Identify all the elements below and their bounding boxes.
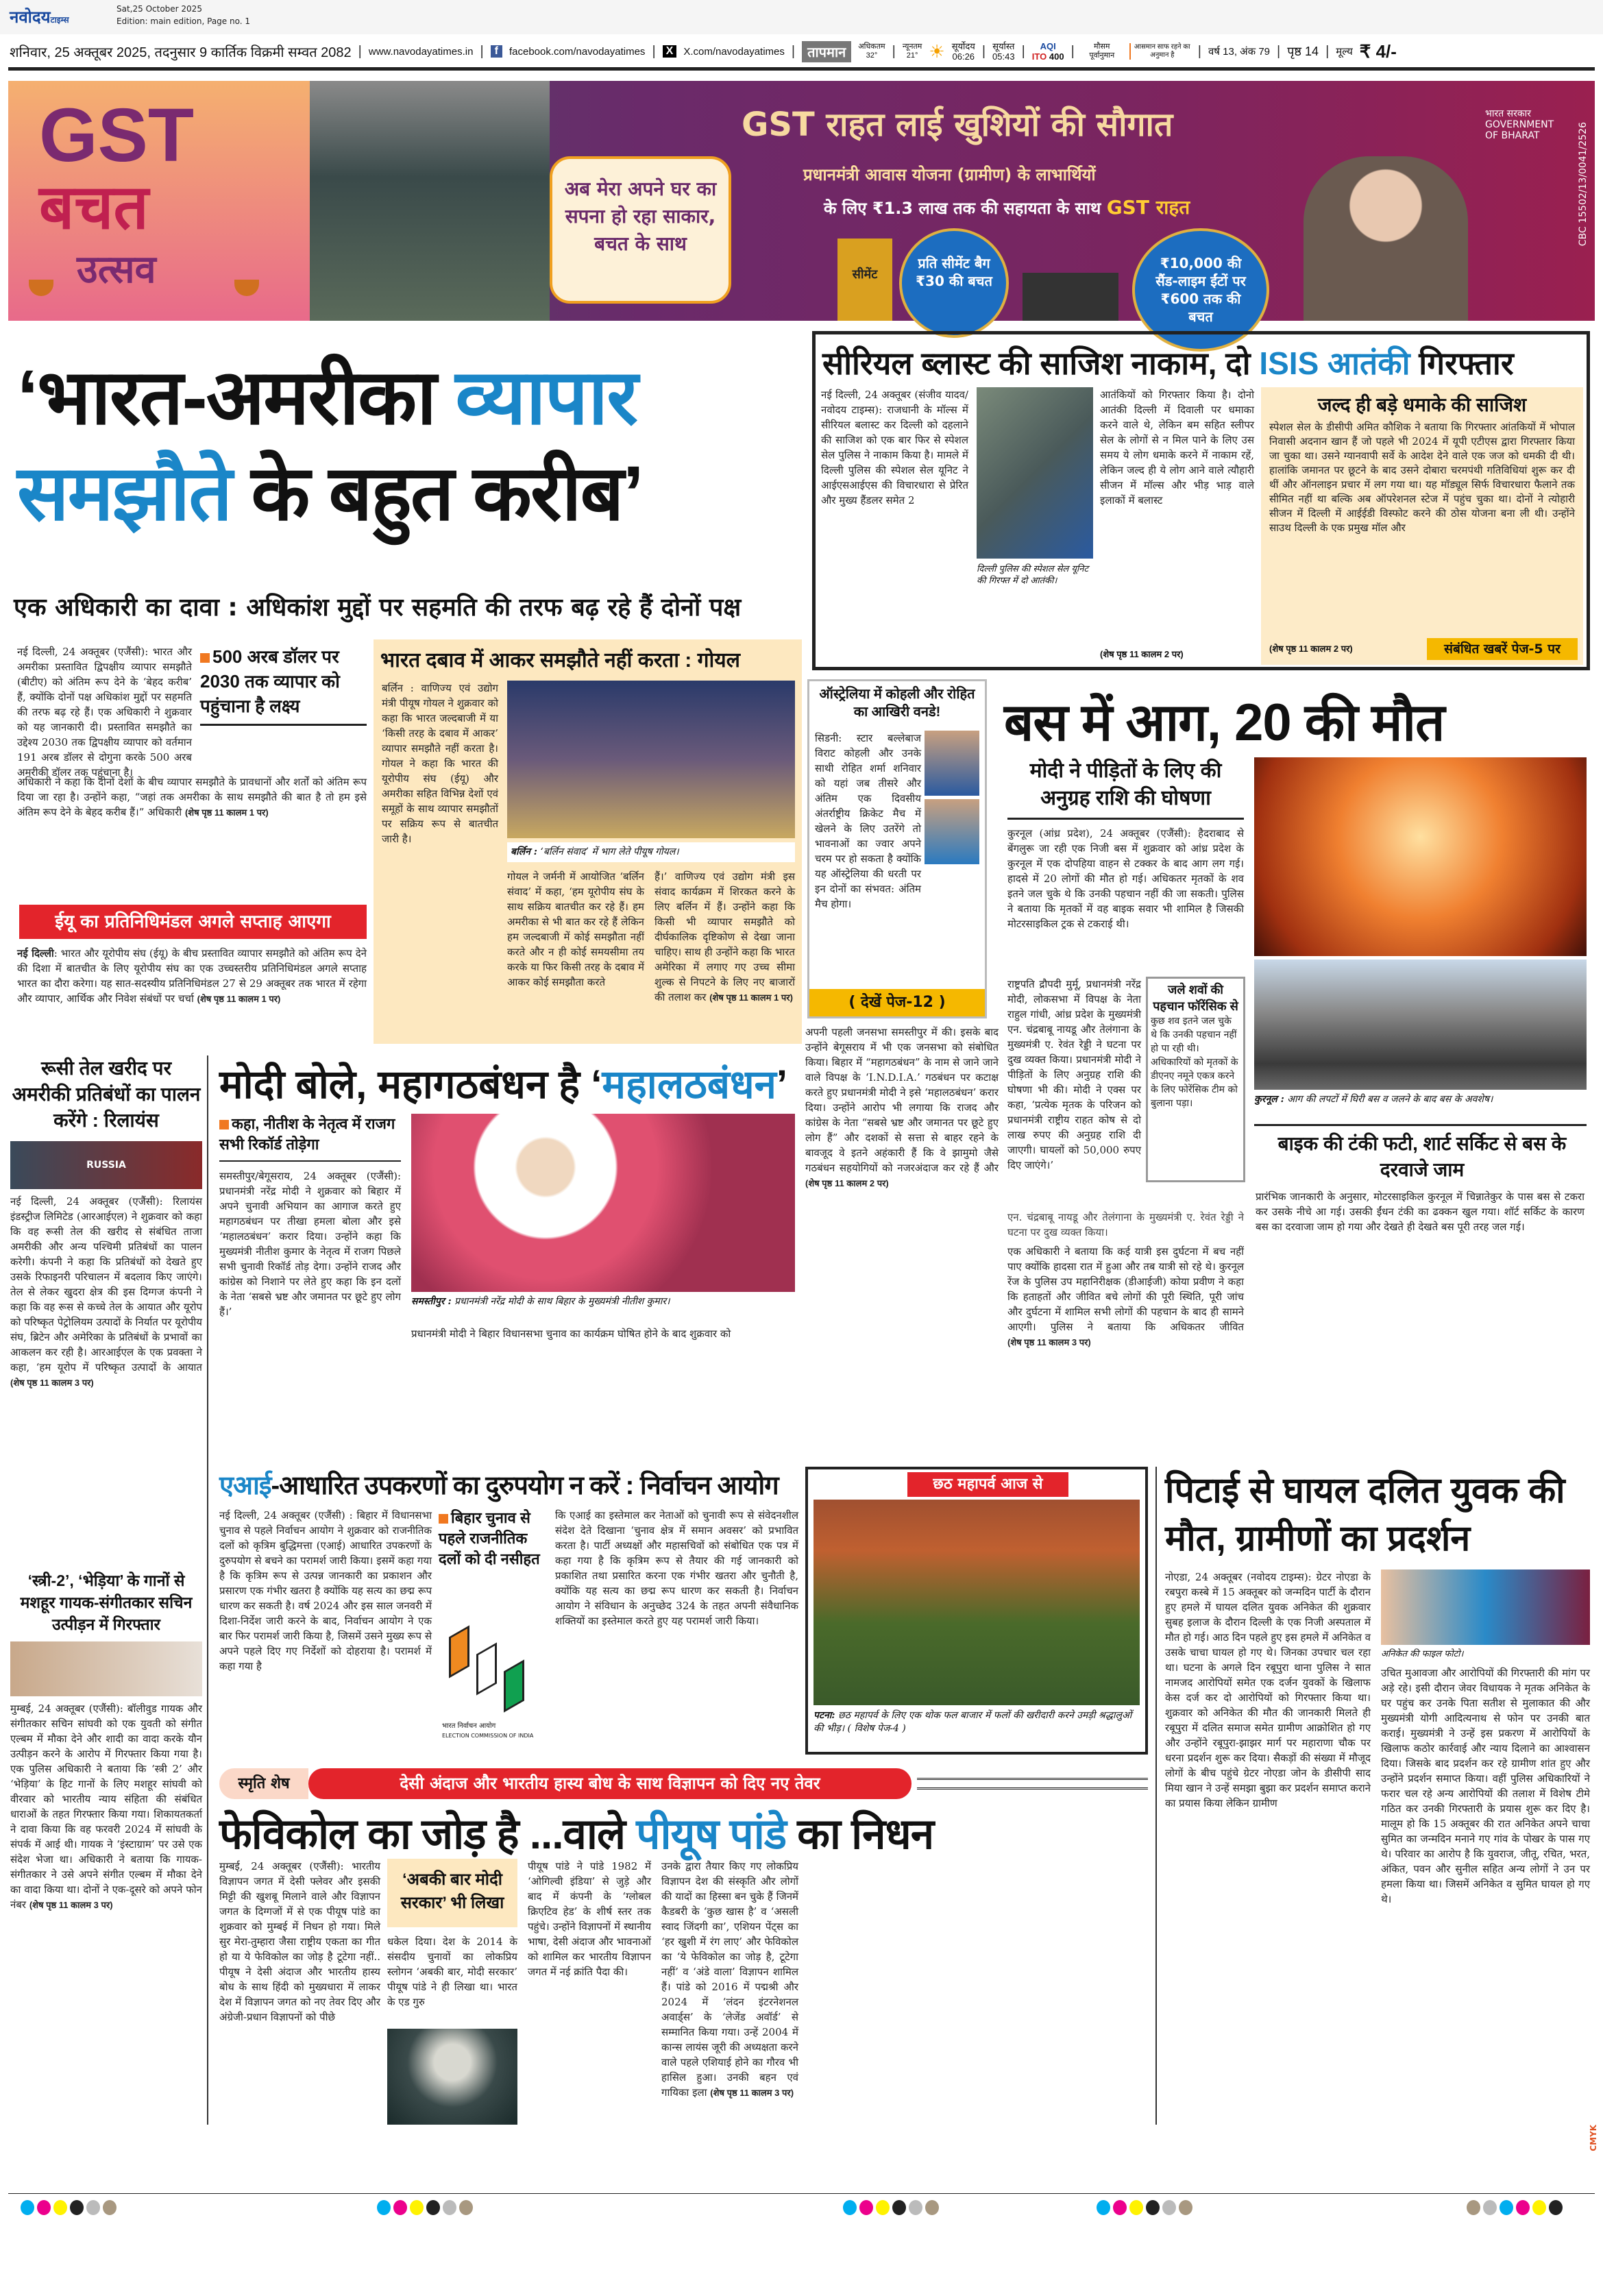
gov-emblem: भारत सरकार GOVERNMENT OF BHARAT bbox=[1485, 108, 1554, 141]
sunrise-value: 06:26 bbox=[952, 51, 975, 62]
ad-line-2-em: GST राहत bbox=[1106, 196, 1190, 219]
color-registration-marks bbox=[843, 2200, 939, 2215]
lead-headline-highlight: समझौते bbox=[17, 450, 232, 536]
isis-headline-highlight: ISIS आतंकी bbox=[1259, 345, 1410, 381]
bus-caption bbox=[1254, 1093, 1587, 1106]
grey-dot bbox=[1483, 2200, 1497, 2215]
continued-link[interactable]: (शेष पृष्ठ 11 कालम 1 पर) bbox=[184, 807, 269, 818]
color-registration-marks bbox=[1097, 2200, 1192, 2215]
ad-line-1: प्रधानमंत्री आवास योजना (ग्रामीण) के लाभार्थियों bbox=[803, 165, 1096, 184]
ad-title: GST राहत लाई खुशियों की सौगात bbox=[742, 106, 1173, 144]
aniket-caption: अनिकेत की फाइल फोटो। bbox=[1381, 1649, 1464, 1659]
cyan-dot bbox=[377, 2200, 391, 2215]
sun-icon: ☀ bbox=[929, 40, 945, 62]
modi-headline-part: मोदी बोले, महागठबंधन है ‘ bbox=[219, 1062, 602, 1107]
aniket-photo bbox=[1381, 1570, 1590, 1645]
russia-barrel-image: RUSSIA bbox=[10, 1141, 202, 1189]
pandey-kicker: स्मृति शेष bbox=[219, 1768, 308, 1799]
pandey-pullquote: ‘अबकी बार मोदी सरकार’ भी लिखा bbox=[387, 1859, 517, 1927]
caption-location: बर्लिन : bbox=[511, 846, 537, 857]
tan-dot bbox=[103, 2200, 117, 2215]
min-temp-label: न्यूनतम bbox=[902, 42, 922, 51]
masthead-logo bbox=[10, 5, 69, 28]
pandey-body-3: पीयूष पांडे ने पांडे 1982 में ‘ओगिल्वी इंडिया’ से जुड़े और बाद में कंपनी के ‘ग्लोबल क्रिएटिव हेड’ के शीर्ष स्तर तक पहुंचे। उन्होंने विज्ञापनों में स्थानीय भाषा, देसी अंदाज और भावनाओं को शामिल कर भारतीय विज्ञापन जगत में नई क्रांति पैदा की। bbox=[528, 1860, 651, 1978]
isis-sidebar-headline: जल्द ही बड़े धमाके की साजिश bbox=[1317, 394, 1527, 415]
kohli-photo bbox=[925, 731, 979, 796]
bus-body-2a: राष्ट्रपति द्रौपदी मुर्मू, प्रधानमंत्री नरेंद्र मोदी, लोकसभा में विपक्ष के नेता राहुल गांधी, आंध्र प्रदेश के मुख्यमंत्री एन. चंद्रबाबू नायडू और तेलंगाना के मुख्यमंत्री ए. रेवंत रेड्डी ने घटना पर दुख व्यक्त किया। प्रधानमंत्री मोदी ने पीड़ितों के लिए अनुग्रह राशि की घोषणा भी की। मोदी ने एक्स पर कहा, ‘प्रत्येक मृतक के परिजन को प्रधानमंत्री राष्ट्रीय राहत कोष से दो लाख रुपए की अनुग्रह राशि दी जाएगी। घायलों को 50,000 रुपए दिए जाएंगे।’ bbox=[1007, 978, 1141, 1171]
modi-caption bbox=[411, 1295, 795, 1308]
logo-text: नवोदय bbox=[10, 8, 51, 27]
magenta-dot bbox=[1516, 2200, 1530, 2215]
cement-bag: सीमेंट bbox=[837, 239, 892, 321]
edition-bar bbox=[0, 0, 1603, 34]
sunrise bbox=[952, 41, 975, 62]
dalit-headline[interactable]: पिटाई से घायल दलित युवक की मौत, ग्रामीणों का प्रदर्शन bbox=[1165, 1471, 1565, 1559]
isis-col-1: नई दिल्ली, 24 अक्तूबर (संजीव यादव/नवोदय टाइम्स): राजधानी के मॉल्स में सीरियल बलास्ट कर दिल्ली को दहलाने की साजिश को एक बार फिर से स्पेशल सेल पुलिस ने नाकाम किया है। मामले में दिल्ली पुलिस की स्पेशल सेल यूनिट ने आईएसआईएस की विचारधारा से प्रेरित और मुख्य हैंडलर समेत 2 bbox=[821, 389, 968, 506]
bullet-square-icon bbox=[200, 653, 210, 663]
lead-headline[interactable] bbox=[17, 350, 792, 541]
grey-dot bbox=[86, 2200, 100, 2215]
footer-rule bbox=[8, 2193, 1595, 2194]
bus-body-1: कुरनूल (आंध्र प्रदेश), 24 अक्तूबर (एजैंसी): हैदराबाद से बेंगलुरू जा रही एक निजी बस में शुक्रवार को आंध्र प्रदेश के कुरनूल में एक दोपहिया वाहन से टक्कर के बाद आग लग गई। हादसे में 20 लोगों की मौत हो गई। अधिकतर मृतकों के शव इतने जल चुके थे कि उनकी पहचान नहीं की जा सकती। पुलिस ने बताया कि मृतकों में वह बाइक सवार भी शामिल है जिसकी मोटरसाइकिल ट्रक से टकराई थी। bbox=[1007, 827, 1244, 930]
color-registration-marks bbox=[1467, 2200, 1563, 2215]
isis-headline[interactable] bbox=[822, 341, 1583, 384]
forensic-headline: जले शवों की पहचान फॉरेंसिक से bbox=[1153, 983, 1238, 1013]
ai-headline-part: -आधारित उपकरणों का दुरुपयोग न करें : निर्वाचन आयोग bbox=[271, 1471, 779, 1500]
eci-logo-stripe bbox=[449, 1625, 469, 1678]
edition-meta bbox=[117, 3, 250, 27]
max-temp bbox=[858, 42, 885, 60]
ai-pullquote-text: बिहार चुनाव से पहले राजनीतिक दलों को दी नसीहत bbox=[439, 1509, 540, 1567]
pandey-headline-part: फेविकोल का जोड़ है ...वाले bbox=[219, 1811, 637, 1858]
aqi-location: ITO bbox=[1031, 51, 1047, 62]
grey-dot bbox=[1162, 2200, 1176, 2215]
modi-body-3 bbox=[805, 1025, 999, 1191]
lead-pullquote bbox=[200, 644, 367, 726]
bus-headline[interactable]: बस में आग, 20 की मौत bbox=[1004, 694, 1445, 752]
grey-dot bbox=[909, 2200, 922, 2215]
pandey-headline[interactable] bbox=[219, 1804, 933, 1861]
modi-body-3-text: अपनी पहली जनसभा समस्तीपुर में की। इसके बाद उन्होंने बेगूसराय में भी एक जनसभा को संबोधित किया। बिहार में “महागठबंधन” के नाम से जाने जाने वाले विपक्ष के ‘I.N.D.I.A.’ गठबंधन पर कटाक्ष करते हुए प्रधानमंत्री मोदी ने इसे ‘महालठबंधन’ करार दिया। उन्होंने आरोप भी लगाया कि राजद और कांग्रेस के नेता “सबसे भ्रष्ट और जमानत पर छूटे हुए लोग हैं” और दशकों से सत्ता से बाहर रहने के बावजूद वे इतने अहंकारी हैं कि वे झामुमो जैसे गठबंधन सहयोगियों को नजरअंदाज कर रहे हैं और bbox=[805, 1026, 999, 1174]
aqi-label: AQI bbox=[1040, 41, 1056, 51]
pandey-headline-part: का निधन bbox=[786, 1811, 934, 1858]
pandey-headline-highlight: पीयूष पांडे bbox=[636, 1811, 786, 1858]
magenta-dot bbox=[393, 2200, 407, 2215]
continued-link[interactable]: (शेष पृष्ठ 11 कालम 2 पर) bbox=[1269, 644, 1353, 654]
volume-issue: वर्ष 13, अंक 79 bbox=[1208, 46, 1270, 58]
yellow-dot bbox=[876, 2200, 890, 2215]
cricket-headline[interactable]: ऑस्ट्रेलिया में कोहली और रोहित का आखिरी वनडे! bbox=[819, 687, 975, 720]
column-rule bbox=[207, 1055, 208, 2125]
yellow-dot bbox=[53, 2200, 67, 2215]
cmyk-mark: CMYK bbox=[1589, 2125, 1598, 2151]
color-registration-marks bbox=[377, 2200, 473, 2215]
eu-dateline: नई दिल्ली bbox=[17, 947, 54, 960]
yellow-dot bbox=[410, 2200, 424, 2215]
sunrise-label: सूर्योदय bbox=[951, 41, 975, 51]
black-dot bbox=[1549, 2200, 1563, 2215]
eu-body bbox=[17, 946, 367, 1007]
sunset bbox=[992, 41, 1015, 62]
goyal-photo bbox=[507, 681, 795, 838]
modi-headline-highlight: महालठबंधन bbox=[602, 1062, 776, 1107]
sunset-value: 05:43 bbox=[992, 51, 1015, 62]
ad-offer-cement: प्रति सीमेंट बैग ₹30 की बचत bbox=[899, 228, 1009, 338]
ai-body-2: कि एआई का इस्तेमाल कर नेताओं को चुनावी रूप से संवेदनशील संदेश देते दिखाना ‘चुनाव क्षेत्र में समान अवसर’ को प्रभावित करता है। पार्टी अध्यक्षों और महासचिवों को संबोधित एक पत्र में कहा गया है कि कृत्रिम रूप से तैयार की गई जानकारी को प्रकाशित तथा प्रसारित करना एक गंभीर खतरा और चुनौती है, क्योंकि यह सत्य का छद्म रूप धारण कर सकती है। निर्वाचन आयोग ने संविधान के अनुच्छेद 324 के तहत अपनी संवैधानिक शक्तियों का इस्तेमाल करते हुए यह परामर्श जारी किया। bbox=[555, 1509, 798, 1627]
eu-headline[interactable]: ईयू का प्रतिनिधिमंडल अगले सप्ताह आएगा bbox=[19, 905, 367, 939]
tan-dot bbox=[459, 2200, 473, 2215]
continued-link[interactable]: (शेष पृष्ठ 11 कालम 3 पर) bbox=[710, 2088, 794, 2098]
max-temp-label: अधिकतम bbox=[858, 42, 885, 51]
logo-subtext: टाइम्स bbox=[50, 15, 69, 25]
isis-caption: दिल्ली पुलिस की स्पेशल सेल यूनिट की गिरफ्त में दो आतंकी। bbox=[977, 564, 1089, 586]
continued-link[interactable]: (शेष पृष्ठ 11 कालम 3 पर) bbox=[10, 1378, 94, 1388]
lead-pullquote-text: 500 अरब डॉलर पर 2030 तक व्यापार को पहुंचाना है लक्ष्य bbox=[200, 646, 340, 716]
ad-code: CBC 15502/13/0041/2526 bbox=[1578, 122, 1589, 247]
eci-logo-stripe bbox=[476, 1642, 497, 1695]
reliance-body-text: नई दिल्ली, 24 अक्तूबर (एजैंसी): रिलायंस इंडस्ट्रीज लिमिटेड (आरआईएल) ने शुक्रवार को कहा कि वह रूसी तेल की खरीद से संबंधित ताजा अमरीकी और अन्य पश्चिमी प्रतिबंधों का पालन करेगी। कंपनी ने कहा कि प्रतिबंधों को देखते हुए उसके रिफाइनरी परिचालन में बदलाव किए जाएंगे। तेल से लेकर खुदरा क्षेत्र की इस दिग्गज कंपनी ने कहा कि वह रूस से कच्चे तेल के आयात और यूरोप को परिष्कृत पेट्रोलियम उत्पादों के निर्यात पर यूरोपीय संघ, ब्रिटेन और अमेरिका के प्रतिबंधों के प्रभावों का आकलन कर रही है। आरआईएल के एक प्रवक्ता ने कहा, ‘हम यूरोप में परिष्कृत उत्पादों के आयात bbox=[10, 1195, 202, 1373]
goyal-caption bbox=[507, 842, 795, 862]
cricket-body: सिडनी: स्टार बल्लेबाज विराट कोहली और उनके साथी रोहित शर्मा शनिवार को यहां जब तीसरे और अंतिम एक दिवसीय अंतर्राष्ट्रीय क्रिकेट मैच में खेलने के लिए उतरेंगे तो भावनाओं का ज्वार अपने चरम पर हो सकता है क्योंकि यह ऑस्ट्रेलिया की धरती पर इन दोनों का संभवत: अंतिम मैच होगा। bbox=[815, 732, 921, 910]
ad-line-2 bbox=[824, 194, 1190, 220]
caption-text: प्रधानमंत्री नरेंद्र मोदी के साथ बिहार के मुख्यमंत्री नीतीश कुमार। bbox=[454, 1296, 670, 1307]
max-temp-value: 32° bbox=[866, 51, 878, 60]
continued-link[interactable]: (शेष पृष्ठ 11 कालम 2 पर) bbox=[805, 1178, 889, 1188]
eu-body-text: : भारत और यूरोपीय संघ (ईयू) के बीच प्रस्तावित व्यापार समझौते को अंतिम रूप देने की दिशा में बातचीत के लिए यूरोपीय संघ का एक उच्चस्तरीय प्रतिनिधिमंडल अगले सप्ताह भारत का दौरा करेगा। यह सात-सदस्यीय प्रतिनिधिमंडल 27 से 29 अक्तूबर तक भारत में रहेगा और व्यापार, आर्थिक और निवेश संबंधों पर चर्चा bbox=[17, 947, 367, 1005]
price-label: मूल्य bbox=[1336, 46, 1353, 58]
cyan-dot bbox=[843, 2200, 857, 2215]
chhath-photo bbox=[813, 1500, 1140, 1705]
lead-headline-highlight: व्यापार bbox=[455, 354, 637, 440]
eci-logo bbox=[442, 1617, 545, 1748]
caption-location: समस्तीपुर : bbox=[411, 1296, 452, 1307]
goyal-body-3-text: हैं।’ वाणिज्य एवं उद्योग मंत्री इस संवाद कार्यक्रम में शिरकत करने के लिए बर्लिन में हैं। उन्होंने कहा कि किसी भी व्यापार समझौते को दीर्घकालिक दृष्टिकोण से देखा जाना चाहिए। साथ ही उन्होंने कहा कि भारत अमेरिका में लगाए गए उच्च सीमा शुल्क से निपटने के लिए नए बाजारों की तलाश कर bbox=[654, 870, 795, 1003]
ad-line-2-text: के लिए ₹1.3 लाख तक की सहायता के साथ bbox=[824, 199, 1101, 218]
ad-offer-bricks: ₹10,000 की सैंड-लाइम ईंटों पर ₹600 तक की बचत bbox=[1132, 228, 1269, 352]
black-dot bbox=[70, 2200, 84, 2215]
divider bbox=[1254, 1124, 1587, 1126]
chhath-caption bbox=[813, 1709, 1140, 1735]
lead-headline-part: के बहुत करीब’ bbox=[231, 450, 643, 536]
forecast-label: मौसम पूर्वानुमान bbox=[1089, 42, 1115, 60]
x-link[interactable]: X.com/navodayatimes bbox=[683, 45, 785, 58]
continued-link[interactable]: (शेष पृष्ठ 11 कालम 1 पर) bbox=[197, 994, 281, 1004]
pandey-body-1: मुम्बई, 24 अक्तूबर (एजैंसी): भारतीय विज्ञापन जगत में देसी फ्लेवर और इसकी मिट्टी की खुशबू मिलाने वाले और विज्ञापन जगत के दिग्गजों में से एक पीयूष पांडे का शुक्रवार को मुम्बई में निधन हो गया। मिले सुर मेरा-तुम्हारा जैसा राष्ट्रीय एकता का गीत हो या ये फेविकोल का जोड़ है टूटेगा नहीं.. पीयूष ने देसी अंदाज और भारतीय हास्य बोध के साथ हिंदी को मुख्यधारा में लाकर देश में विज्ञापन जगत को नए तेवर दिए और अंग्रेजी-प्रधान विज्ञापनों को पीछे bbox=[219, 1860, 380, 2023]
yellow-dot bbox=[1532, 2200, 1546, 2215]
yellow-dot bbox=[1129, 2200, 1143, 2215]
isis-headline-part: गिरफ्तार bbox=[1410, 345, 1514, 381]
sachin-body-text: मुम्बई, 24 अक्तूबर (एजैंसी): बॉलीवुड गायक और संगीतकार सचिन सांघवी को एक युवती को संगीत एल्बम में मौका देने और शादी का वादा करके यौन उत्पीड़न करने के आरोप में गिरफ्तार किया गया है। एक पुलिस अधिकारी ने बताया कि ‘स्त्री 2’ और ‘भेड़िया’ के हिट गानों के लिए मशहूर सांघवी को वीरवार को भारतीय न्याय संहिता की संबंधित धाराओं के तहत गिरफ्तार किया गया। शिकायतकर्ता ने दावा किया कि वह फरवरी 2024 में सांघवी के संपर्क में आई थी। गायक ने ‘इंस्टाग्राम’ पर उसे एक संदेश भेजा था। अधिकारी ने बताया कि गायक-संगीतकार ने उसे अपने संगीत एल्बम में मौका देने का वादा किया था। दोनों ने एक-दूसरे को अपने फोन नंबर bbox=[10, 1702, 202, 1911]
ad-bachat-text: बचत bbox=[39, 171, 149, 243]
eci-logo-text-hindi: भारत निर्वाचन आयोग bbox=[442, 1722, 496, 1730]
related-news-tag[interactable]: संबंधित खबरें पेज-5 पर bbox=[1427, 638, 1578, 660]
page-count: पृष्ठ 14 bbox=[1287, 45, 1319, 58]
reliance-body bbox=[10, 1194, 202, 1391]
cyan-dot bbox=[21, 2200, 34, 2215]
lead-body-1: नई दिल्ली, 24 अक्तूबर (एजैंसी): भारत और अमरीका प्रस्तावित द्विपक्षीय व्यापार समझौते (बीटीए) को अंतिम रूप देने के ‘बेहद करीब’ हैं, क्योंकि दोनों पक्ष अधिकांश मुद्दों पर सहमति की तरफ बढ़ रहे हैं। एक अधिकारी ने शुक्रवार को यह जानकारी दी। प्रस्तावित समझौते का उद्देश्य 2030 तक द्विपक्षीय व्यापार को वर्तमान 191 अरब डॉलर से दोगुना करके 500 अरब अमरीकी डॉलर तक पहुंचाना है। bbox=[17, 646, 192, 779]
pandey-body-4-text: उनके द्वारा तैयार किए गए लोकप्रिय विज्ञापन देश की संस्कृति और लोगों की यादों का हिस्सा बन चुके हैं जिनमें कैडबरी के ‘कुछ खास है’ व ‘असली स्वाद जिंदगी का’, एशियन पेंट्स का ‘हर खुशी में रंग लाए’ और फेविकोल का ‘ये फेविकोल का जोड़ है, टूटेगा नहीं’ व ‘अंडे वाला’ विज्ञापन शामिल हैं। पांडे को 2016 में पद्मश्री और 2024 में ‘लंदन इंटरनेशनल अवार्ड्स’ के ‘लेजेंड अवॉर्ड’ से सम्मानित किया गया। उन्हें 2004 में कान्स लायंस जूरी की अध्यक्षता करने वाले पहले एशियाई होने का गौरव भी हासिल हुआ। उनकी बहन एवं गायिका इला bbox=[661, 1860, 798, 2099]
caption-location: कुरनूल : bbox=[1254, 1094, 1284, 1105]
tan-dot bbox=[925, 2200, 939, 2215]
edition-date: Sat,25 October 2025 bbox=[117, 4, 202, 14]
gst-advertisement[interactable] bbox=[8, 81, 1595, 325]
isis-sidebar-body: स्पेशल सेल के डीसीपी अमित कौशिक ने बताया कि गिरफ्तार आंतकियों में भोपाल निवासी अदनान खान हैं जो पहले भी 2024 में यूपी एटीएस द्वारा गिरफ्तार किया जा चुका था। उसने ग्यानवापी सर्वे के आदेश देने वाले एक जज को धमकी दी थी। हालांकि जमानत पर छूटने के बाद उसने दोबारा चरमपंथी गतिविधियां शुरू कर दी थीं और ऑनलाइन प्रचार में लग गया था। यह मॉड्यूल सिर्फ विचारधारा फैलाने तक सीमित नहीं था बल्कि अब ऑपरेशनल स्टेज में पहुंच चुका था। दोनों ने त्योहारी सीजन में दिल्ली में आईईडी विस्फोट करने की ठोस योजना बना ली थी। उन्होंने साउथ दिल्ली के एक प्रमुख मॉल और bbox=[1269, 421, 1575, 534]
cyan-dot bbox=[1097, 2200, 1110, 2215]
chhath-tag[interactable]: छठ महापर्व आज से bbox=[907, 1472, 1068, 1497]
modi-body-2: प्रधानमंत्री मोदी ने बिहार विधानसभा चुनाव का कार्यक्रम घोषित होने के बाद शुक्रवार को bbox=[411, 1328, 731, 1340]
brick-image bbox=[1023, 273, 1118, 321]
bus-body-2b: एन. चंद्रबाबू नायडू और तेलंगाना के मुख्यमंत्री ए. रेवंत रेड्डी ने घटना पर दुख व्यक्त किया। bbox=[1007, 1211, 1244, 1238]
ai-pullquote bbox=[439, 1508, 548, 1570]
date-strip: शनिवार, 25 अक्तूबर 2025, तदनुसार 9 कार्तिक विक्रमी सम्वत 2082 | www.navodayatimes.in | f facebook.com/navodayatimes | X X.com/navodayatimes | तापमान अधिकतम 32° | न्यूनतम 21° ☀ सूर्योदय 06:26 | सूर्यास्त 05:43 | AQI ITO 400 | मौसम पूर्वानुमान आसमान साफ रहने का अनुमान है | वर्ष 13, अंक 79 | पृष्ठ 14 | मूल्य ₹ 4/- bbox=[10, 40, 1397, 62]
goyal-body-1: बर्लिन : वाणिज्य एवं उद्योग मंत्री पीयूष गोयल ने शुक्रवार को कहा कि भारत जल्दबाजी में या ‘किसी तरह के दबाव में आकर’ व्यापार समझौते नहीं करता है। गोयल ने कहा कि भारत की यूरोपीय संघ (ईयू) और अमरीका सहित विभिन्न देशों एवं समूहों के साथ व्यापार समझौतों पर सक्रिय रूप से बातचीत जारी है। bbox=[382, 682, 498, 845]
ai-headline[interactable] bbox=[219, 1467, 779, 1502]
divider bbox=[917, 1778, 1148, 1790]
lead-body-2-text: अधिकारी ने कहा कि दोनों देशों के बीच व्यापार समझौते के प्रावधानों और शर्तों को अंतिम रूप दिया जा रहा है। उन्होंने कहा, “जहां तक अमरीका के साथ समझौते की बात है तो हम इसे अंतिम रूप देने के बेहद करीब हैं।” अधिकारी bbox=[17, 776, 367, 818]
continued-link[interactable]: (शेष पृष्ठ 11 कालम 3 पर) bbox=[29, 1900, 113, 1910]
modi-body-1: समस्तीपुर/बेगूसराय, 24 अक्तूबर (एजैंसी): प्रधानमंत्री नरेंद्र मोदी ने शुक्रवार को बिहार में अपने चुनावी अभियान का आगाज करते हुए महागठबंधन पर तीखा हमला बोला और इसे ‘महालठबंधन’ करार दिया। उन्होंने कहा कि मुख्यमंत्री नीतीश कुमार के नेतृत्व में राजग पिछले सभी चुनावी रिकॉर्ड तोड़ देगा। उन्होंने राजद और कांग्रेस को निशाने पर लेते हुए कहा कि इन दलों के नेता ‘सबसे भ्रष्ट और जमानत पर छूटे हुए लोग हैं।’ bbox=[219, 1170, 401, 1318]
chhath-box bbox=[805, 1467, 1148, 1755]
x-icon: X bbox=[663, 45, 677, 58]
header-rule bbox=[8, 67, 1595, 71]
modi-pullquote-text: कहा, नीतीश के नेतृत्व में राजग सभी रिकॉर्ड तोड़ेगा bbox=[219, 1115, 395, 1153]
min-temp-value: 21° bbox=[906, 51, 918, 60]
caption-text: ‘बर्लिन संवाद’ में भाग लेते पीयूष गोयल। bbox=[540, 846, 679, 857]
ad-quote: अब मेरा अपने घर का सपना हो रहा साकार, बचत के साथ bbox=[550, 156, 731, 304]
forensic-body: कुछ शव इतने जल चुके थे कि उनकी पहचान नहीं हो पा रही थी। अधिकारियों को मृतकों के डीएनए नमूने एकत्र करने के लिए फोरेंसिक टीम को बुलाना पड़ा। bbox=[1151, 1016, 1238, 1109]
goyal-headline[interactable]: भारत दबाव में आकर समझौते नहीं करता : गोयल bbox=[380, 649, 741, 672]
column-rule bbox=[1155, 1467, 1157, 2125]
bus-wreck-photo bbox=[1254, 960, 1587, 1090]
cyan-dot bbox=[1500, 2200, 1513, 2215]
isis-sidebar bbox=[1261, 387, 1583, 665]
ad-utsav-text: उत्सव bbox=[77, 247, 156, 292]
sachin-headline[interactable]: ‘स्त्री-2’, ‘भेड़िया’ के गानों से मशहूर गायक-संगीतकार सचिन उत्पीड़न में गिरफ्तार bbox=[20, 1572, 193, 1633]
eci-logo-text-english: ELECTION COMMISSION OF INDIA bbox=[442, 1733, 534, 1739]
lead-body-2 bbox=[17, 774, 367, 898]
hindi-date: शनिवार, 25 अक्तूबर 2025, तदनुसार 9 कार्तिक विक्रमी सम्वत 2082 bbox=[10, 45, 352, 60]
caption-location: पटना: bbox=[813, 1710, 835, 1721]
modi-headline[interactable] bbox=[219, 1055, 787, 1110]
magenta-dot bbox=[37, 2200, 51, 2215]
modi-pullquote bbox=[219, 1114, 401, 1162]
continued-link[interactable]: (शेष पृष्ठ 11 कालम 1 पर) bbox=[709, 992, 793, 1003]
caption-text: आग की लपटों में घिरी बस व जलने के बाद बस के अवशेष। bbox=[1287, 1094, 1493, 1105]
goyal-box bbox=[374, 639, 802, 1044]
min-temp bbox=[903, 42, 922, 60]
ai-body-1: नई दिल्ली, 24 अक्तूबर (एजैंसी) : बिहार में विधानसभा चुनाव से पहले निर्वाचन आयोग ने शुक्रवार को राजनीतिक दलों को कृत्रिम बुद्धिमत्ता (एआई) आधारित उपकरणों के दुरुपयोग से बचने का परामर्श जारी किया। इसमें कहा गया है कि कृत्रिम रूप से उत्पन्न जानकारी का प्रकाशन और प्रसारण एक गंभीर खतरा है क्योंकि यह सत्य का छद्म रूप धारण कर सकती है। वर्ष 2024 और इस साल जनवरी में दिशा-निर्देश जारी करने के बाद, निर्वाचन आयोग ने एक बार फिर परामर्श जारी किया है, जिसमें उसने मुख्य रूप से अपने पहले दिए गए निर्देशों को दोहराया है। परामर्श में कहा गया है bbox=[219, 1509, 432, 1672]
aqi-value: 400 bbox=[1049, 51, 1064, 62]
bus-body-3 bbox=[1007, 1244, 1244, 1350]
lead-body-intro bbox=[17, 644, 192, 779]
bike-body: प्रारंभिक जानकारी के अनुसार, मोटरसाइकिल कुरनूल में चिन्नातेकुर के पास बस से टकरा कर उसके नीचे आ गई। उसकी ईंधन टंकी का ढक्कन खुल गया। शॉर्ट सर्किट के कारण बस का दरवाजा जाम हो गया और देखते ही देखते बस पूरी तरह जल गई। bbox=[1256, 1190, 1584, 1233]
black-dot bbox=[426, 2200, 440, 2215]
isis-headline-part: सीरियल ब्लास्ट की साजिश नाकाम, दो bbox=[822, 345, 1260, 381]
eci-logo-stripe bbox=[504, 1659, 524, 1712]
isis-col-2: आतंकियों को गिरफ्तार किया है। दोनो आतंकी दिल्ली में दिवाली पर धमाका करने वाले थे, लेकिन बम सहित स्लीपर सेल के लोगों से न मिल पाने के लिए उस समय ये लोग धमाके करने में नाकाम रहें, लेकिन जल्द ही ये लोग आने वाले त्यौहारी सीजन में मॉल्स और भीड़ भाड़ वाले इलाकों में बलास्ट bbox=[1100, 389, 1254, 506]
ad-house-photo bbox=[310, 81, 550, 321]
bullet-square-icon bbox=[219, 1120, 229, 1129]
lead-headline-part: ‘भारत-अमरीका bbox=[17, 354, 456, 440]
pandey-body-2: धकेल दिया। देश के 2014 के संसदीय चुनावों का लोकप्रिय स्लोगन ‘अबकी बार, मोदी सरकार’ पीयूष पांडे ने ही लिखा था। भारत के एड गुरु bbox=[387, 1935, 517, 2008]
pandey-strapline: देसी अंदाज और भारतीय हास्य बोध के साथ विज्ञापन को दिए नए तेवर bbox=[308, 1768, 911, 1799]
forensic-box bbox=[1146, 977, 1245, 1182]
color-registration-marks bbox=[21, 2200, 117, 2215]
sachin-body bbox=[10, 1701, 202, 1913]
continued-link[interactable]: (शेष पृष्ठ 11 कालम 2 पर) bbox=[1100, 649, 1184, 659]
bus-subhead: मोदी ने पीड़ितों के लिए की अनुग्रह राशि की घोषणा bbox=[1007, 757, 1244, 820]
rohit-photo bbox=[925, 799, 979, 864]
goyal-body-3 bbox=[654, 869, 795, 1005]
modi-headline-part: ’ bbox=[776, 1062, 787, 1107]
lead-deck: एक अधिकारी का दावा : अधिकांश मुद्दों पर सहमति की तरफ बढ़ रहे हैं दोनों पक्ष bbox=[14, 594, 742, 622]
forecast-text: आसमान साफ रहने का अनुमान है bbox=[1129, 43, 1191, 60]
pandey-photo bbox=[387, 2029, 517, 2125]
cricket-box bbox=[807, 679, 987, 1018]
continued-link[interactable]: (शेष पृष्ठ 11 कालम 3 पर) bbox=[1007, 1337, 1091, 1347]
facebook-icon: f bbox=[491, 45, 502, 58]
pandey-body-4 bbox=[661, 1859, 798, 2101]
bullet-square-icon bbox=[439, 1514, 448, 1524]
caption-text: छठ महापर्व के लिए एक थोक फल बाजार में फलों की खरीदारी करने उमड़ी श्रद्धालुओं की भीड़। ( विशेष पेज-4 ) bbox=[813, 1710, 1132, 1734]
magenta-dot bbox=[859, 2200, 873, 2215]
bus-body-3-text: एक अधिकारी ने बताया कि कई यात्री इस दुर्घटना में बच नहीं पाए क्योंकि हादसा रात में हुआ और तब यात्री सो रहे थे। कुरनूल रेंज के पुलिस उप महानिरीक्षक (डीआईजी) कोया प्रवीण ने कहा कि हताहतों और जीवित बचे लोगों की पूरी स्थिति, पूरी जांच और दुर्घटना में शामिल सभी लोगों की पहचान के बाद ही सामने आएगी। पुलिस ने बताया कि अधिकतर जीवित bbox=[1007, 1245, 1244, 1333]
sunset-label: सूर्यास्त bbox=[992, 41, 1015, 51]
dalit-body-1: नोएडा, 24 अक्तूबर (नवोदय टाइम्स): ग्रेटर नोएडा के रबपुरा कस्बे में 15 अक्तूबर को जन्मदिन पार्टी के दौरान हुए हमले में घायल दलित युवक अनिकेत की शुक्रवार सुबह इलाज के दौरान दिल्ली के एक निजी अस्पताल में मौत हो गई। आठ दिन पहले हुए इस हमले में अनिकेत व उसके चाचा घायल हो गए थे। जिनका उपचार चल रहा था। घटना के अगले दिन रबूपुरा थाना पुलिस ने सात नामजद आरोपियों समेत एक दर्जन युवकों के खिलाफ केस दर्ज कर दो आरोपियों को गिरफ्तार किया था। शुक्रवार को अनिकेत की मौत की जानकारी मिलते ही रबूपुरा में दलित समाज समेत ग्रामीण आक्रोशित हो गए और उन्होंने रबूपुरा-झाझर मार्ग पर महाराणा चौक पर धरना प्रदर्शन शुरू कर दिया। सैकड़ों की संख्या में मौजूद लोगों के बीच पहुंचे ग्रेटर नोएडा जोन के डीसीपी साद मिया खान ने उन्हें समझा बुझा कर प्रदर्शन समाप्त कराने का प्रयास किया लेकिन ग्रामीण bbox=[1165, 1571, 1371, 1809]
edition-info: Edition: main edition, Page no. 1 bbox=[117, 16, 250, 26]
dalit-body-2: उचित मुआवजा और आरोपियों की गिरफ्तारी की मांग पर अड़े रहे। इसी दौरान जेवर विधायक ने मृतक अनिकेत के घर पहुंच कर उनके पिता सतीश से मुलाकात की और मुख्यमंत्री योगी आदित्यनाथ से फोन पर उनकी बात कराई। मुख्यमंत्री ने उन्हें इस प्रकरण में आरोपियों के खिलाफ कठोर कार्रवाई और न्याय दिलाने का आश्वासन दिया। जिसके बाद प्रदर्शन कर रहे ग्रामीण शांत हुए और उन्होंने प्रदर्शन समाप्त किया। वहीं पुलिस अधिकारियों ने फरार चल रहे अन्य आरोपियों की तलाश में विशेष टीमे गठित कर उनकी गिरफ्तारी के प्रयास शुरू कर दिए है। मालूम हो कि 15 अक्तूबर की रात अनिकेत अपने चाचा सुमित का जन्मदिन मनाने गए गांव के पोखर के पास गए थे। परिवार का आरोप है कि युवराज, जीतू, रचित, भरत, अंकित, पवन और सुनील सहित अन्य लोगों ने उन पर हमला किया था। जिसमें अनिकेत व सुमित घायल हो गए थे। bbox=[1381, 1667, 1590, 1905]
sachin-photo bbox=[10, 1641, 202, 1696]
website-link[interactable]: www.navodayatimes.in bbox=[368, 45, 474, 58]
ad-portrait bbox=[1304, 156, 1468, 321]
isis-photo bbox=[977, 387, 1093, 559]
price: ₹ 4/- bbox=[1359, 40, 1397, 62]
aqi bbox=[1032, 41, 1064, 62]
modi-nitish-photo bbox=[411, 1114, 795, 1292]
tan-dot bbox=[1467, 2200, 1480, 2215]
temperature-label: तापमान bbox=[802, 41, 851, 62]
reliance-headline[interactable]: रूसी तेल खरीद पर अमरीकी प्रतिबंधों का पालन करेंगे : रिलायंस bbox=[12, 1058, 201, 1131]
ad-gst-text: GST bbox=[39, 93, 195, 178]
cricket-see-page[interactable]: ( देखें पेज-12 ) bbox=[809, 989, 985, 1016]
bike-headline[interactable]: बाइक की टंकी फटी, शार्ट सर्किट से बस के दरवाजे जाम bbox=[1277, 1133, 1567, 1180]
pandey-strap bbox=[219, 1768, 1148, 1799]
tan-dot bbox=[1179, 2200, 1192, 2215]
goyal-body-2: गोयल ने जर्मनी में आयोजित ‘बर्लिन संवाद’ में कहा, ‘हम यूरोपीय संघ के साथ सक्रिय बातचीत कर रहे हैं। हम अमरीका से भी बात कर रहे हैं लेकिन हम जल्दबाजी में कोई समझौता नहीं करते और न ही कोई समयसीमा तय करके या फिर किसी तरह के दबाव में आकर कोई समझौता करते bbox=[507, 870, 644, 988]
grey-dot bbox=[443, 2200, 456, 2215]
black-dot bbox=[1146, 2200, 1160, 2215]
ai-headline-highlight: एआई bbox=[219, 1471, 271, 1500]
magenta-dot bbox=[1113, 2200, 1127, 2215]
bus-fire-photo bbox=[1254, 757, 1587, 956]
black-dot bbox=[892, 2200, 906, 2215]
facebook-link[interactable]: facebook.com/navodayatimes bbox=[509, 45, 646, 58]
